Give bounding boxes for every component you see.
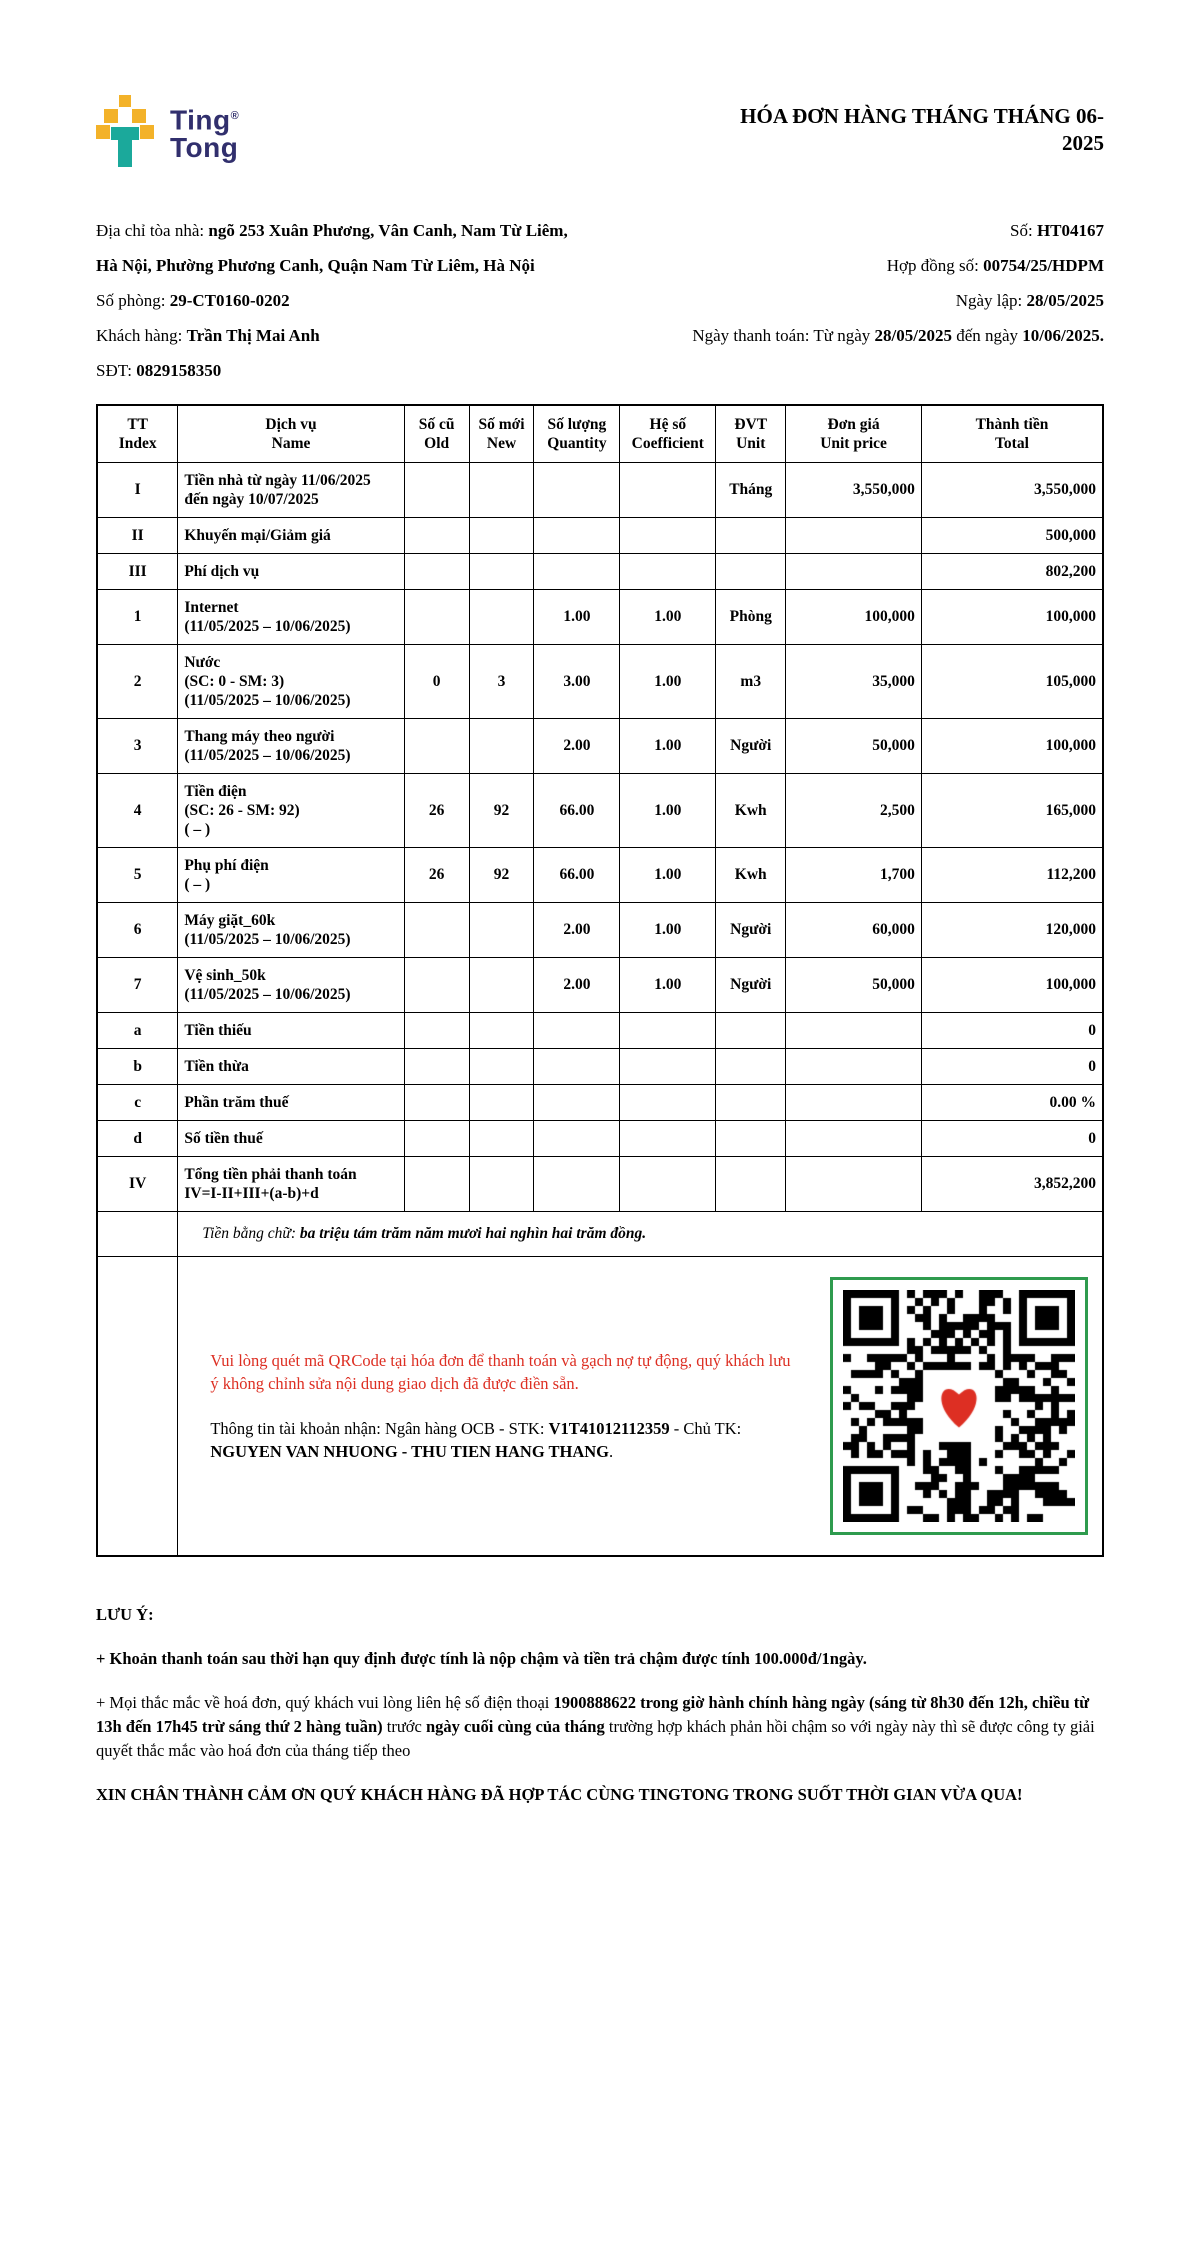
brand-name <box>170 103 240 163</box>
cell-old <box>404 719 469 774</box>
cell-price <box>786 1013 922 1049</box>
cell-new <box>469 958 534 1013</box>
registered-mark: ® <box>230 110 240 123</box>
cell-tt: I <box>97 463 178 518</box>
cell-new: 92 <box>469 774 534 848</box>
cell-name: Phí dịch vụ <box>178 554 404 590</box>
column-header-unit-price: Đơn giá Unit price <box>786 405 922 463</box>
cell-coef: 1.00 <box>620 590 716 645</box>
cell-old <box>404 903 469 958</box>
cell-total: 3,852,200 <box>921 1157 1103 1212</box>
qr-notice-text: Vui lòng quét mã QRCode tại hóa đơn để thanh toán và gạch nợ tự động, quý khách lưu ý không chỉnh sửa nội dung giao dịch đã được điền sẵn. <box>210 1351 791 1393</box>
cell-coef: 1.00 <box>620 774 716 848</box>
tingtong-logo-icon <box>96 95 154 169</box>
room-number: Số phòng: 29-CT0160-0202 <box>96 291 290 310</box>
table-row <box>97 774 1103 848</box>
table-row <box>97 463 1103 518</box>
cell-price <box>786 518 922 554</box>
building-address-line2: Hà Nội, Phường Phương Canh, Quận Nam Từ Liêm, Hà Nội <box>96 256 535 275</box>
cell-tt: c <box>97 1085 178 1121</box>
column-header-coefficient: Hệ số Coefficient <box>620 405 716 463</box>
cell-total: 802,200 <box>921 554 1103 590</box>
cell-new <box>469 1049 534 1085</box>
column-header-new: Số mới New <box>469 405 534 463</box>
contract-number: Hợp đồng số: 00754/25/HDPM <box>886 256 1104 275</box>
cell-new: 3 <box>469 645 534 719</box>
cell-unit <box>716 1049 786 1085</box>
qr-code <box>830 1277 1088 1535</box>
header <box>96 95 1104 169</box>
invoice-table-extra <box>97 1212 1103 1557</box>
cell-price: 60,000 <box>786 903 922 958</box>
hotline-note: + Mọi thắc mắc về hoá đơn, quý khách vui lòng liên hệ số điện thoại 1900888622 trong giờ hành chính hàng ngày (sáng từ 8h30 đến 12h, chiều từ 13h đến 17h45 trừ sáng thứ 2 hàng tuần) trước ngày cuối cùng của tháng trường hợp khách phản hồi chậm so với ngày này thì sẽ được công ty giải quyết thắc mắc vào hoá đơn của tháng tiếp theo <box>96 1693 1095 1760</box>
cell-unit: Phòng <box>716 590 786 645</box>
cell-qty <box>534 463 620 518</box>
cell-total: 0 <box>921 1121 1103 1157</box>
cell-price <box>786 554 922 590</box>
brand-name-bottom: Tong <box>170 131 239 163</box>
cell-empty-index <box>97 1257 178 1557</box>
cell-total: 112,200 <box>921 848 1103 903</box>
cell-old <box>404 463 469 518</box>
cell-total: 165,000 <box>921 774 1103 848</box>
invoice-table-body <box>97 463 1103 1212</box>
cell-tt: 4 <box>97 774 178 848</box>
cell-tt: a <box>97 1013 178 1049</box>
header-row <box>97 405 1103 463</box>
customer-phone: SĐT: 0829158350 <box>96 361 222 380</box>
cell-old <box>404 1121 469 1157</box>
cell-name: Tiền thiếu <box>178 1013 404 1049</box>
table-row <box>97 554 1103 590</box>
cell-coef <box>620 1013 716 1049</box>
cell-tt: III <box>97 554 178 590</box>
cell-tt: b <box>97 1049 178 1085</box>
cell-tt: 2 <box>97 645 178 719</box>
cell-old <box>404 1157 469 1212</box>
cell-unit <box>716 1085 786 1121</box>
table-row <box>97 1049 1103 1085</box>
cell-old <box>404 1013 469 1049</box>
cell-price <box>786 1121 922 1157</box>
cell-old <box>404 518 469 554</box>
cell-total: 100,000 <box>921 719 1103 774</box>
issue-date: Ngày lập: 28/05/2025 <box>955 291 1104 310</box>
bank-account-info: Thông tin tài khoản nhận: Ngân hàng OCB - STK: V1T41012112359 - Chủ TK: NGUYEN VAN NHUONG - THU TIEN HANG THANG. <box>210 1419 742 1461</box>
payment-period: Ngày thanh toán: Từ ngày 28/05/2025 đến ngày 10/06/2025. <box>692 326 1104 345</box>
cell-tt: II <box>97 518 178 554</box>
cell-qty <box>534 1049 620 1085</box>
cell-qty <box>534 1013 620 1049</box>
cell-coef <box>620 463 716 518</box>
cell-unit <box>716 554 786 590</box>
cell-unit: Tháng <box>716 463 786 518</box>
cell-coef: 1.00 <box>620 645 716 719</box>
page-title-line1: HÓA ĐƠN HÀNG THÁNG THÁNG 06- <box>740 104 1104 128</box>
cell-price: 50,000 <box>786 719 922 774</box>
cell-coef: 1.00 <box>620 958 716 1013</box>
cell-qty: 2.00 <box>534 719 620 774</box>
cell-new <box>469 554 534 590</box>
cell-unit: Kwh <box>716 774 786 848</box>
cell-total: 100,000 <box>921 958 1103 1013</box>
note-title: LƯU Ý: <box>96 1605 154 1624</box>
qr-row <box>97 1257 1103 1557</box>
cell-name: Vệ sinh_50k (11/05/2025 – 10/06/2025) <box>178 958 404 1013</box>
cell-price: 35,000 <box>786 645 922 719</box>
cell-tt: 7 <box>97 958 178 1013</box>
cell-name: Internet (11/05/2025 – 10/06/2025) <box>178 590 404 645</box>
cell-price: 50,000 <box>786 958 922 1013</box>
invoice-table <box>96 404 1104 1557</box>
cell-name: Tiền điện (SC: 26 - SM: 92) ( – ) <box>178 774 404 848</box>
cell-old: 26 <box>404 774 469 848</box>
invoice-info <box>96 213 1104 388</box>
cell-qty <box>534 1121 620 1157</box>
invoice-table-head <box>97 405 1103 463</box>
column-header-total: Thành tiền Total <box>921 405 1103 463</box>
column-header-name: Dịch vụ Name <box>178 405 404 463</box>
cell-total: 120,000 <box>921 903 1103 958</box>
column-header-unit: ĐVT Unit <box>716 405 786 463</box>
cell-total: 3,550,000 <box>921 463 1103 518</box>
cell-empty-index <box>97 1212 178 1257</box>
cell-total: 500,000 <box>921 518 1103 554</box>
cell-old <box>404 1085 469 1121</box>
cell-tt: 5 <box>97 848 178 903</box>
cell-total: 100,000 <box>921 590 1103 645</box>
cell-qty <box>534 518 620 554</box>
column-header-index: TT Index <box>97 405 178 463</box>
cell-price: 2,500 <box>786 774 922 848</box>
cell-old <box>404 958 469 1013</box>
cell-name: Nước (SC: 0 - SM: 3) (11/05/2025 – 10/06/2025) <box>178 645 404 719</box>
cell-tt: 6 <box>97 903 178 958</box>
column-header-quantity: Số lượng Quantity <box>534 405 620 463</box>
cell-old <box>404 1049 469 1085</box>
cell-new <box>469 903 534 958</box>
table-row <box>97 1013 1103 1049</box>
cell-total: 0 <box>921 1049 1103 1085</box>
cell-name: Phụ phí điện ( – ) <box>178 848 404 903</box>
cell-new <box>469 1013 534 1049</box>
cell-qty <box>534 1157 620 1212</box>
payment-instructions <box>210 1349 796 1463</box>
column-header-old: Số cũ Old <box>404 405 469 463</box>
cell-unit <box>716 1121 786 1157</box>
cell-coef: 1.00 <box>620 719 716 774</box>
cell-total: 0 <box>921 1013 1103 1049</box>
amount-in-words-row <box>97 1212 1103 1257</box>
cell-coef <box>620 554 716 590</box>
cell-new <box>469 463 534 518</box>
table-row <box>97 1085 1103 1121</box>
cell-unit: Kwh <box>716 848 786 903</box>
cell-unit: Người <box>716 719 786 774</box>
cell-unit: m3 <box>716 645 786 719</box>
cell-coef: 1.00 <box>620 848 716 903</box>
cell-old <box>404 554 469 590</box>
invoice-number: Số: HT04167 <box>1010 221 1104 240</box>
cell-new <box>469 518 534 554</box>
cell-qty: 66.00 <box>534 848 620 903</box>
page-title <box>664 103 1104 157</box>
table-row <box>97 518 1103 554</box>
brand-name-top: Ting <box>170 104 231 136</box>
cell-tt: 1 <box>97 590 178 645</box>
cell-qty: 66.00 <box>534 774 620 848</box>
cell-name: Tiền thừa <box>178 1049 404 1085</box>
cell-qty: 3.00 <box>534 645 620 719</box>
table-row <box>97 1121 1103 1157</box>
cell-unit <box>716 1157 786 1212</box>
cell-unit <box>716 518 786 554</box>
late-payment-note: + Khoản thanh toán sau thời hạn quy định được tính là nộp chậm và tiền trả chậm được tính 100.000đ/1ngày. <box>96 1649 867 1668</box>
cell-price <box>786 1049 922 1085</box>
cell-coef <box>620 1085 716 1121</box>
customer-name: Khách hàng: Trần Thị Mai Anh <box>96 326 320 345</box>
footer-notes <box>96 1603 1104 1807</box>
cell-price <box>786 1157 922 1212</box>
table-row <box>97 903 1103 958</box>
cell-name: Tổng tiền phải thanh toán IV=I-II+III+(a-b)+d <box>178 1157 404 1212</box>
cell-new <box>469 590 534 645</box>
cell-qty: 2.00 <box>534 903 620 958</box>
table-row <box>97 958 1103 1013</box>
brand-logo <box>96 95 239 169</box>
cell-qty <box>534 1085 620 1121</box>
cell-old: 26 <box>404 848 469 903</box>
cell-new <box>469 1121 534 1157</box>
cell-price: 100,000 <box>786 590 922 645</box>
cell-name: Máy giặt_60k (11/05/2025 – 10/06/2025) <box>178 903 404 958</box>
cell-unit: Người <box>716 903 786 958</box>
cell-tt: d <box>97 1121 178 1157</box>
cell-total: 105,000 <box>921 645 1103 719</box>
cell-name: Số tiền thuế <box>178 1121 404 1157</box>
cell-unit <box>716 1013 786 1049</box>
thanks-message: XIN CHÂN THÀNH CẢM ƠN QUÝ KHÁCH HÀNG ĐÃ HỢP TÁC CÙNG TINGTONG TRONG SUỐT THỜI GIAN VỪA QUA! <box>96 1785 1023 1804</box>
table-row <box>97 719 1103 774</box>
qr-payment-cell <box>178 1257 1103 1557</box>
table-row <box>97 1157 1103 1212</box>
cell-new <box>469 719 534 774</box>
cell-old <box>404 590 469 645</box>
cell-coef <box>620 1049 716 1085</box>
cell-name: Khuyến mại/Giảm giá <box>178 518 404 554</box>
cell-old: 0 <box>404 645 469 719</box>
cell-qty: 1.00 <box>534 590 620 645</box>
cell-name: Tiền nhà từ ngày 11/06/2025 đến ngày 10/07/2025 <box>178 463 404 518</box>
cell-qty <box>534 554 620 590</box>
cell-tt: IV <box>97 1157 178 1212</box>
cell-price: 1,700 <box>786 848 922 903</box>
cell-name: Phần trăm thuế <box>178 1085 404 1121</box>
cell-qty: 2.00 <box>534 958 620 1013</box>
cell-coef <box>620 1157 716 1212</box>
cell-coef <box>620 518 716 554</box>
cell-new <box>469 1085 534 1121</box>
cell-price: 3,550,000 <box>786 463 922 518</box>
qr-code-canvas <box>843 1290 1075 1522</box>
amount-in-words: Tiền bằng chữ: ba triệu tám trăm năm mươi hai nghìn hai trăm đồng. <box>178 1212 1103 1257</box>
cell-unit: Người <box>716 958 786 1013</box>
cell-total: 0.00 % <box>921 1085 1103 1121</box>
cell-name: Thang máy theo người (11/05/2025 – 10/06/2025) <box>178 719 404 774</box>
cell-new <box>469 1157 534 1212</box>
page-title-line2: 2025 <box>1062 131 1104 155</box>
table-row <box>97 848 1103 903</box>
cell-price <box>786 1085 922 1121</box>
table-row <box>97 645 1103 719</box>
cell-coef: 1.00 <box>620 903 716 958</box>
cell-new: 92 <box>469 848 534 903</box>
building-address-line1: Địa chỉ tòa nhà: ngõ 253 Xuân Phương, Vân Canh, Nam Từ Liêm, <box>96 221 568 240</box>
cell-coef <box>620 1121 716 1157</box>
table-row <box>97 590 1103 645</box>
cell-tt: 3 <box>97 719 178 774</box>
